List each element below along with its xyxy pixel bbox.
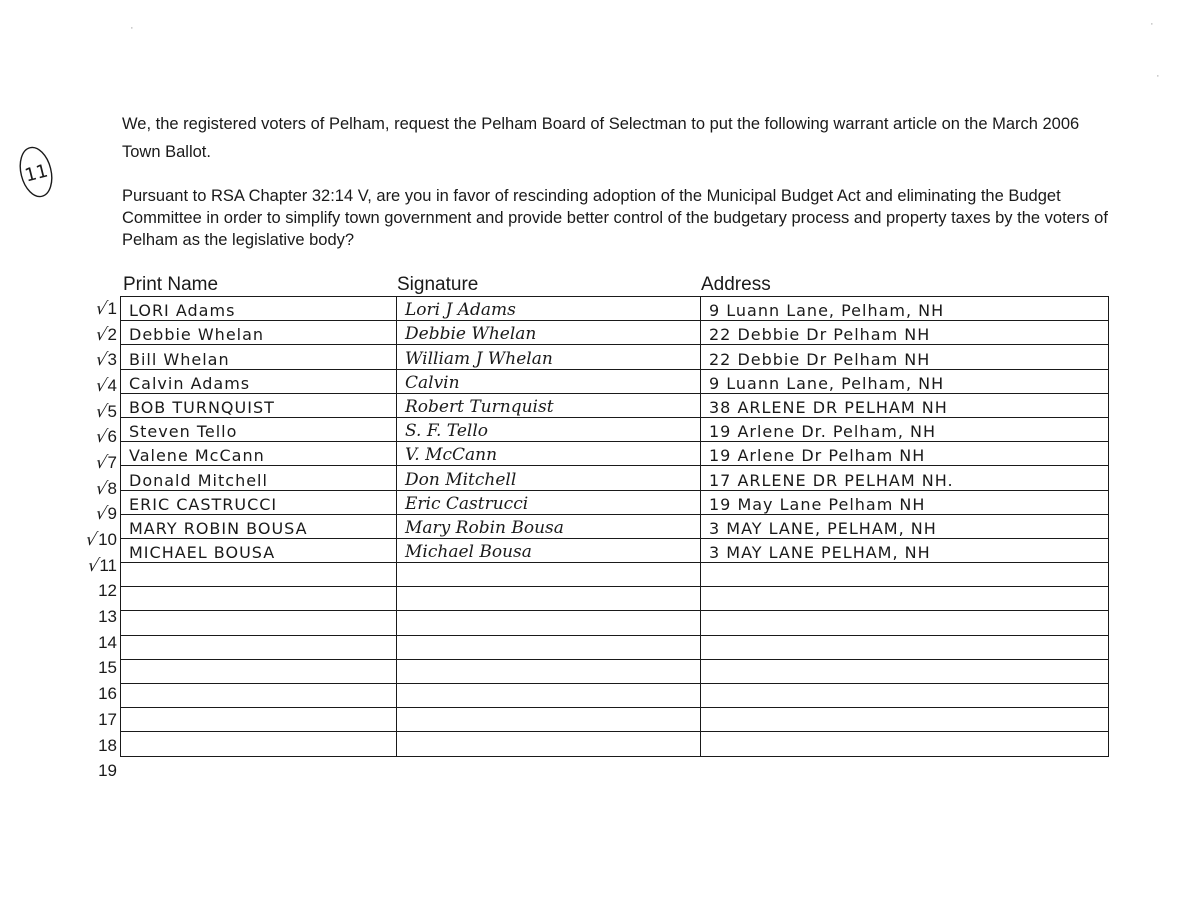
print-name-cell: MICHAEL BOUSA xyxy=(121,538,397,562)
row-label xyxy=(60,527,120,553)
table-row xyxy=(121,442,1109,466)
print-name-cell xyxy=(121,659,397,683)
address-cell xyxy=(701,732,1109,756)
warrant-question: Pursuant to RSA Chapter 32:14 V, are you in favor of rescinding adoption of the Municipal Budget Act and eliminating the Budget Committee in order to simplify town government and provide better control of the budgetary process and property taxes by the voters of Pelham as the legislative body? xyxy=(122,187,1108,249)
signature-cell: S. F. Tello xyxy=(397,417,701,441)
check-mark-icon: √ xyxy=(93,401,109,422)
address-cell xyxy=(701,684,1109,708)
table-row xyxy=(121,490,1109,514)
header-address: Address xyxy=(701,274,771,295)
address-cell: 9 Luann Lane, Pelham, NH xyxy=(701,369,1109,393)
row-number: 14 xyxy=(98,632,117,652)
table-row xyxy=(121,538,1109,562)
print-name-cell xyxy=(121,708,397,732)
signature-cell: Debbie Whelan xyxy=(397,321,701,345)
signature-table xyxy=(120,296,1109,757)
address-cell xyxy=(701,635,1109,659)
signature-cell: Calvin xyxy=(397,369,701,393)
table-row xyxy=(121,417,1109,441)
print-name-cell: Valene McCann xyxy=(121,442,397,466)
table-row xyxy=(121,345,1109,369)
row-label xyxy=(60,399,120,425)
check-mark-icon: √ xyxy=(93,350,109,371)
address-cell: 38 ARLENE DR PELHAM NH xyxy=(701,393,1109,417)
signature-cell xyxy=(397,611,701,635)
signature-cell: Don Mitchell xyxy=(397,466,701,490)
address-cell: 19 Arlene Dr. Pelham, NH xyxy=(701,417,1109,441)
table-row xyxy=(121,611,1109,635)
check-mark-icon: √ xyxy=(93,504,109,525)
row-number: 12 xyxy=(98,581,117,601)
address-cell: 9 Luann Lane, Pelham, NH xyxy=(701,297,1109,321)
check-mark-icon: √ xyxy=(85,555,101,576)
row-number: 5 xyxy=(107,401,117,421)
row-number: 1 xyxy=(107,298,117,318)
scan-speck: · xyxy=(130,22,134,34)
address-cell: 3 MAY LANE PELHAM, NH xyxy=(701,538,1109,562)
table-row xyxy=(121,297,1109,321)
signature-cell xyxy=(397,659,701,683)
row-number-column xyxy=(60,296,120,784)
table-row xyxy=(121,393,1109,417)
signature-cell xyxy=(397,684,701,708)
address-cell: 17 ARLENE DR PELHAM NH. xyxy=(701,466,1109,490)
check-mark-icon: √ xyxy=(93,375,109,396)
row-number: 3 xyxy=(107,350,117,370)
scan-speck: · xyxy=(1150,18,1154,30)
row-label xyxy=(60,656,120,682)
row-label xyxy=(60,322,120,348)
table-row xyxy=(121,514,1109,538)
print-name-cell: MARY ROBIN BOUSA xyxy=(121,514,397,538)
row-number: 11 xyxy=(99,555,117,575)
row-label xyxy=(60,681,120,707)
print-name-cell xyxy=(121,563,397,587)
signature-cell xyxy=(397,635,701,659)
address-cell: 22 Debbie Dr Pelham NH xyxy=(701,345,1109,369)
table-row xyxy=(121,466,1109,490)
row-label xyxy=(60,553,120,579)
print-name-cell: ERIC CASTRUCCI xyxy=(121,490,397,514)
row-number: 8 xyxy=(107,478,117,498)
table-row xyxy=(121,684,1109,708)
signature-cell: Lori J Adams xyxy=(397,297,701,321)
signature-cell: Eric Castrucci xyxy=(397,490,701,514)
signature-cell: V. McCann xyxy=(397,442,701,466)
signature-cell: Michael Bousa xyxy=(397,538,701,562)
check-mark-icon: √ xyxy=(93,324,109,345)
row-number: 9 xyxy=(107,504,117,524)
row-number: 18 xyxy=(98,735,117,755)
row-label xyxy=(60,579,120,605)
print-name-cell: Steven Tello xyxy=(121,417,397,441)
table-row xyxy=(121,321,1109,345)
address-cell: 22 Debbie Dr Pelham NH xyxy=(701,321,1109,345)
table-row xyxy=(121,635,1109,659)
row-number: 6 xyxy=(107,427,117,447)
row-number: 15 xyxy=(98,658,117,678)
row-number: 16 xyxy=(98,684,117,704)
check-mark-icon: √ xyxy=(93,427,109,448)
address-cell: 19 May Lane Pelham NH xyxy=(701,490,1109,514)
row-number: 7 xyxy=(107,452,117,472)
row-label xyxy=(60,476,120,502)
row-label xyxy=(60,424,120,450)
row-label xyxy=(60,347,120,373)
row-label xyxy=(60,604,120,630)
signature-cell: William J Whelan xyxy=(397,345,701,369)
address-cell xyxy=(701,611,1109,635)
check-mark-icon: √ xyxy=(84,530,100,551)
row-number: 13 xyxy=(98,607,117,627)
row-number: 2 xyxy=(107,324,117,344)
signature-cell xyxy=(397,732,701,756)
table-row xyxy=(121,708,1109,732)
print-name-cell xyxy=(121,635,397,659)
header-print-name: Print Name xyxy=(123,274,219,295)
row-label xyxy=(60,296,120,322)
print-name-cell xyxy=(121,732,397,756)
row-label xyxy=(60,758,120,784)
print-name-cell: Debbie Whelan xyxy=(121,321,397,345)
print-name-cell xyxy=(121,611,397,635)
address-cell xyxy=(701,659,1109,683)
address-cell xyxy=(701,563,1109,587)
row-label xyxy=(60,502,120,528)
scan-speck: · xyxy=(1156,70,1160,82)
check-mark-icon: √ xyxy=(93,298,109,319)
print-name-cell xyxy=(121,587,397,611)
check-mark-icon: √ xyxy=(93,478,109,499)
signature-cell: Mary Robin Bousa xyxy=(397,514,701,538)
table-row xyxy=(121,369,1109,393)
check-mark-icon: √ xyxy=(93,452,109,473)
table-row xyxy=(121,563,1109,587)
signature-cell xyxy=(397,563,701,587)
signature-cell xyxy=(397,587,701,611)
row-number: 10 xyxy=(98,530,117,550)
table-row xyxy=(121,732,1109,756)
row-label xyxy=(60,630,120,656)
table-row xyxy=(121,659,1109,683)
row-number: 19 xyxy=(98,761,117,781)
address-cell xyxy=(701,708,1109,732)
petition-intro: We, the registered voters of Pelham, request the Pelham Board of Selectman to put the following warrant article on the March 2006 Town Ballot. xyxy=(122,115,1080,161)
row-label xyxy=(60,373,120,399)
print-name-cell: LORI Adams xyxy=(121,297,397,321)
sheet-number-circle xyxy=(9,138,62,206)
row-number: 17 xyxy=(98,709,117,729)
row-number: 4 xyxy=(107,375,117,395)
signature-cell xyxy=(397,708,701,732)
print-name-cell: Donald Mitchell xyxy=(121,466,397,490)
print-name-cell: Bill Whelan xyxy=(121,345,397,369)
row-label xyxy=(60,707,120,733)
sheet-number: 11 xyxy=(22,160,51,187)
table-row xyxy=(121,587,1109,611)
print-name-cell: Calvin Adams xyxy=(121,369,397,393)
print-name-cell xyxy=(121,684,397,708)
address-cell: 19 Arlene Dr Pelham NH xyxy=(701,442,1109,466)
row-label xyxy=(60,733,120,759)
print-name-cell: BOB TURNQUIST xyxy=(121,393,397,417)
address-cell xyxy=(701,587,1109,611)
header-signature: Signature xyxy=(397,274,479,295)
signature-cell: Robert Turnquist xyxy=(397,393,701,417)
row-label xyxy=(60,450,120,476)
address-cell: 3 MAY LANE, PELHAM, NH xyxy=(701,514,1109,538)
